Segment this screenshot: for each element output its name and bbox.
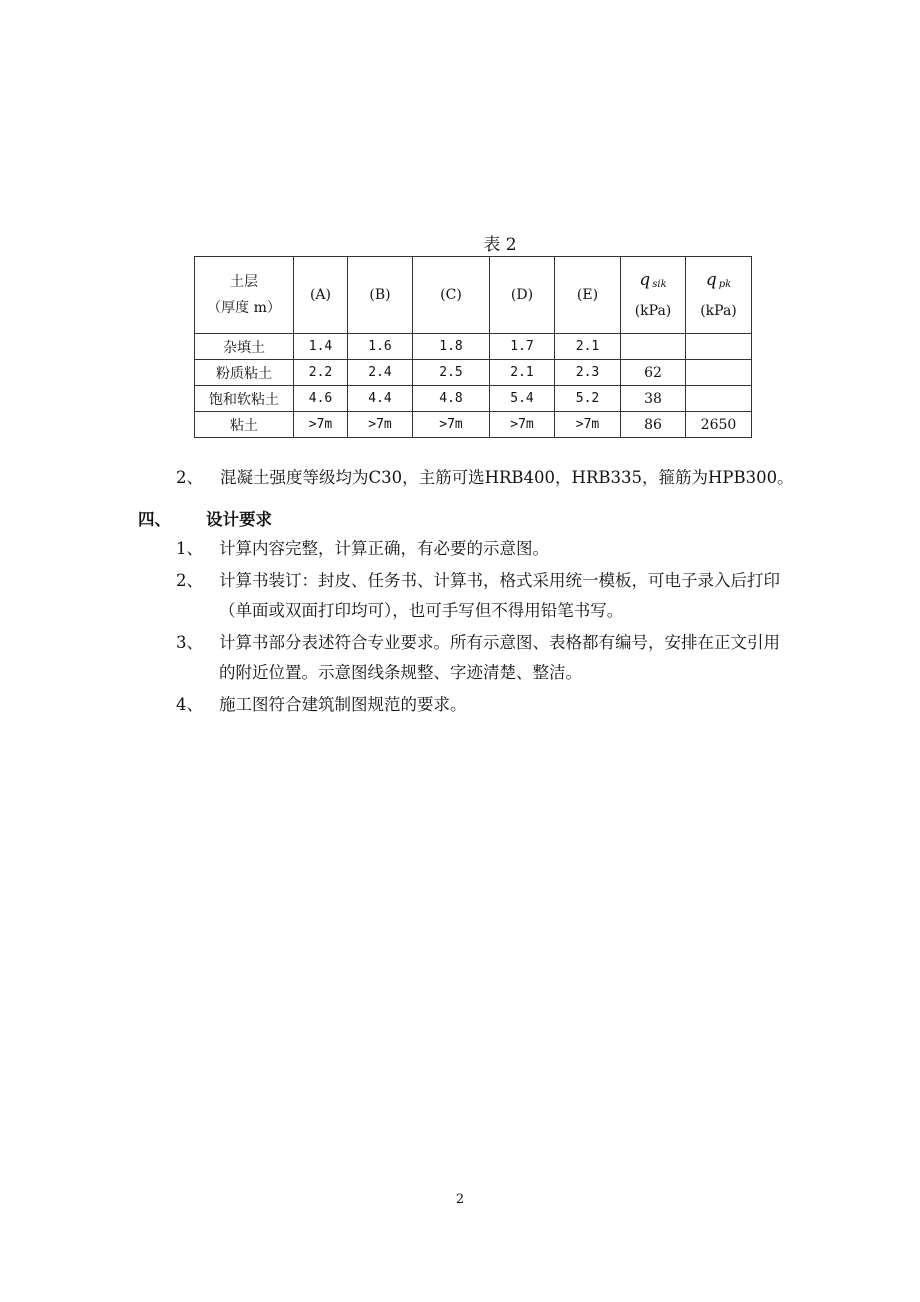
- item-text: 混凝土强度等级均为C30，主筋可选HRB400，HRB335，箍筋为HPB300。: [220, 468, 794, 487]
- cell-qsik: 38: [621, 386, 686, 412]
- cell-e: 2.1: [555, 334, 621, 360]
- cell-e: >7m: [555, 412, 621, 438]
- table-row: [195, 386, 752, 412]
- item-number: 2、: [176, 571, 203, 590]
- row-soil-name: 饱和软粘土: [195, 386, 294, 412]
- cell-qsik: 86: [621, 412, 686, 438]
- table-row: [195, 360, 752, 386]
- cell-qpk: [686, 386, 752, 412]
- table-header-row: [195, 257, 752, 334]
- material-note: [176, 463, 794, 493]
- cell-b: 1.6: [348, 334, 413, 360]
- item-number: 4、: [176, 695, 203, 714]
- cell-b: 4.4: [348, 386, 413, 412]
- section-number: 四、: [138, 510, 171, 529]
- qsik-symbol: qsik: [639, 269, 667, 290]
- cell-qpk: [686, 360, 752, 386]
- header-col-b: (B): [348, 257, 413, 334]
- list-item: [176, 628, 796, 688]
- list-item: [176, 566, 796, 626]
- cell-qpk: [686, 334, 752, 360]
- cell-a: 1.4: [294, 334, 348, 360]
- section-title: 设计要求: [206, 510, 272, 529]
- cell-a: 2.2: [294, 360, 348, 386]
- qpk-unit: (kPa): [700, 302, 737, 319]
- table-caption: 表 2: [483, 235, 517, 255]
- page-number: 2: [455, 1192, 465, 1207]
- cell-qpk: 2650: [686, 412, 752, 438]
- item-text: 施工图符合建筑制图规范的要求。: [219, 695, 467, 714]
- requirements-list: [176, 534, 796, 722]
- cell-d: 5.4: [490, 386, 555, 412]
- row-soil-name: 粉质粘土: [195, 360, 294, 386]
- cell-d: >7m: [490, 412, 555, 438]
- cell-d: 2.1: [490, 360, 555, 386]
- section-heading: [138, 505, 272, 535]
- cell-qsik: [621, 334, 686, 360]
- header-col-a: (A): [294, 257, 348, 334]
- header-qsik: [621, 257, 686, 334]
- header-soil-label: 土层: [230, 274, 258, 290]
- item-number: 2、: [176, 468, 203, 487]
- item-number: 1、: [176, 539, 203, 558]
- cell-e: 2.3: [555, 360, 621, 386]
- cell-c: 4.8: [413, 386, 490, 412]
- cell-a: >7m: [294, 412, 348, 438]
- soil-table: [194, 256, 752, 438]
- item-text: 计算书部分表述符合专业要求。所有示意图、表格都有编号，安排在正文引用的附近位置。示意图线条规整、字迹清楚、整洁。: [219, 633, 780, 682]
- list-item: [176, 690, 796, 720]
- cell-e: 5.2: [555, 386, 621, 412]
- cell-d: 1.7: [490, 334, 555, 360]
- item-number: 3、: [176, 633, 203, 652]
- cell-b: >7m: [348, 412, 413, 438]
- header-col-c: (C): [413, 257, 490, 334]
- item-text: 计算内容完整，计算正确，有必要的示意图。: [219, 539, 549, 558]
- cell-qsik: 62: [621, 360, 686, 386]
- list-item: [176, 534, 796, 564]
- header-col-e: (E): [555, 257, 621, 334]
- table-row: [195, 412, 752, 438]
- item-text: 计算书装订：封皮、任务书、计算书，格式采用统一模板，可电子录入后打印（单面或双面打印均可），也可手写但不得用铅笔书写。: [219, 571, 780, 620]
- cell-c: 1.8: [413, 334, 490, 360]
- row-soil-name: 杂填土: [195, 334, 294, 360]
- table-row: [195, 334, 752, 360]
- cell-c: >7m: [413, 412, 490, 438]
- header-soil-layer: [195, 257, 294, 334]
- cell-a: 4.6: [294, 386, 348, 412]
- header-col-d: (D): [490, 257, 555, 334]
- qpk-symbol: qpk: [705, 269, 732, 290]
- cell-c: 2.5: [413, 360, 490, 386]
- header-qpk: [686, 257, 752, 334]
- row-soil-name: 粘土: [195, 412, 294, 438]
- header-thickness-label: （厚度 m）: [207, 300, 281, 316]
- qsik-unit: (kPa): [634, 302, 672, 319]
- cell-b: 2.4: [348, 360, 413, 386]
